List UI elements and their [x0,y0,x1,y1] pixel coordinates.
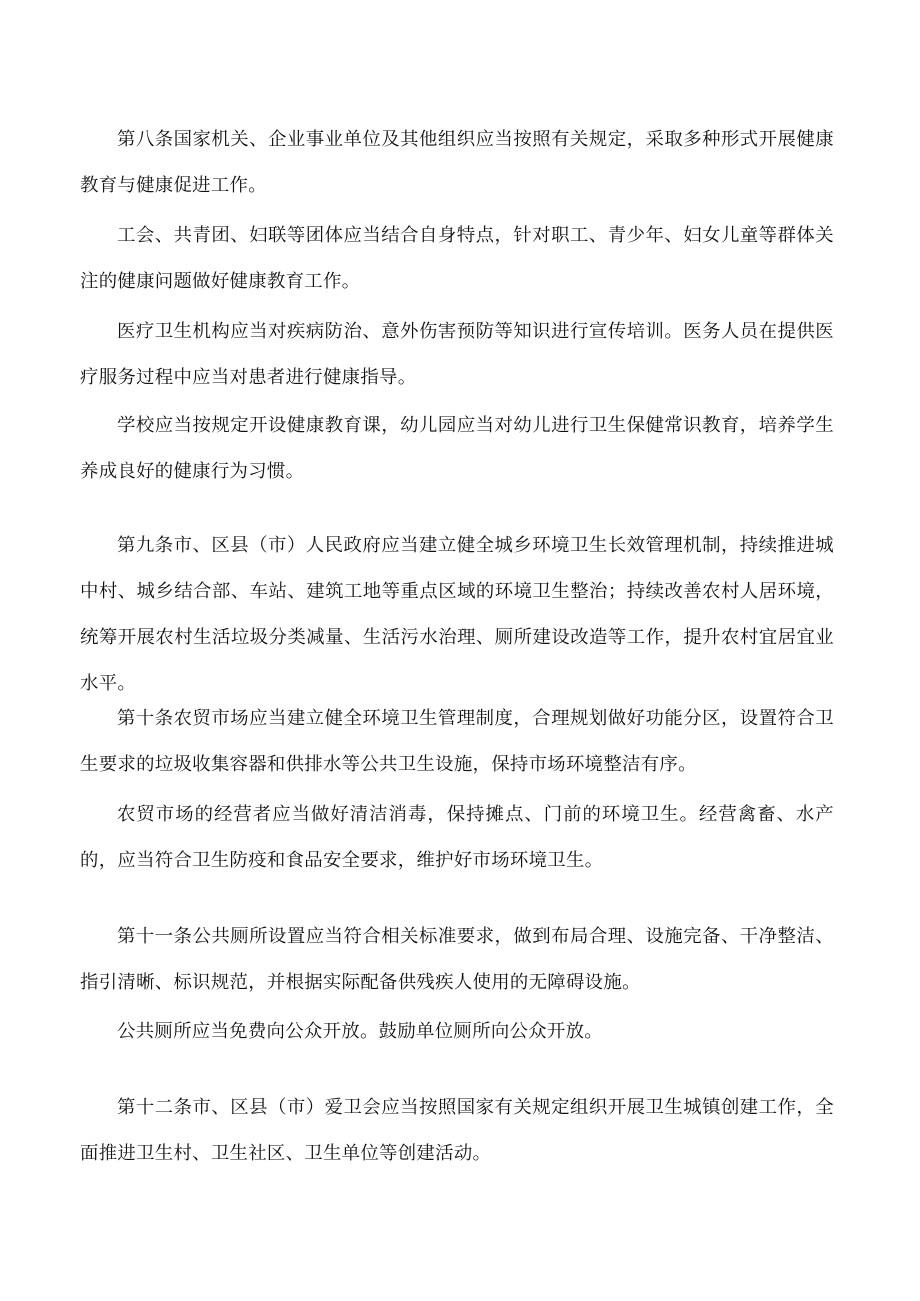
article-8-paragraph: 第八条国家机关、企业事业单位及其他组织应当按照有关规定，采取多种形式开展健康教育与健康促进工作。 [80,129,834,196]
article-10-paragraph: 第十条农贸市场应当建立健全环境卫生管理制度，合理规划做好功能分区，设置符合卫生要求的垃圾收集容器和供排水等公共卫生设施，保持市场环境整洁有序。 [80,708,834,775]
article-11-paragraph: 第十一条公共厕所设置应当符合相关标准要求，做到布局合理、设施完备、干净整洁、指引清晰、标识规范，并根据实际配备供残疾人使用的无障碍设施。 [80,926,834,993]
article-8-schools-paragraph: 学校应当按规定开设健康教育课，幼儿园应当对幼儿进行卫生保健常识教育，培养学生养成良好的健康行为习惯。 [80,415,834,482]
article-10-operators-paragraph: 农贸市场的经营者应当做好清洁消毒，保持摊点、门前的环境卫生。经营禽畜、水产的，应当符合卫生防疫和食品安全要求，维护好市场环境卫生。 [80,804,834,871]
article-8-unions-paragraph: 工会、共青团、妇联等团体应当结合自身特点，针对职工、青少年、妇女儿童等群体关注的健康问题做好健康教育工作。 [80,225,834,292]
article-9-paragraph: 第九条市、区县（市）人民政府应当建立健全城乡环境卫生长效管理机制，持续推进城中村、城乡结合部、车站、建筑工地等重点区域的环境卫生整治；持续改善农村人居环境，统筹开展农村生活垃圾分类减量、生活污水治理、厕所建设改造等工作，提升农村宜居宜业水平。 [80,535,834,694]
article-12-paragraph: 第十二条市、区县（市）爱卫会应当按照国家有关规定组织开展卫生城镇创建工作，全面推进卫生村、卫生社区、卫生单位等创建活动。 [80,1097,834,1164]
article-8-medical-paragraph: 医疗卫生机构应当对疾病防治、意外伤害预防等知识进行宣传培训。医务人员在提供医疗服务过程中应当对患者进行健康指导。 [80,321,834,388]
article-11-public-access-paragraph: 公共厕所应当免费向公众开放。鼓励单位厕所向公众开放。 [117,1021,603,1042]
